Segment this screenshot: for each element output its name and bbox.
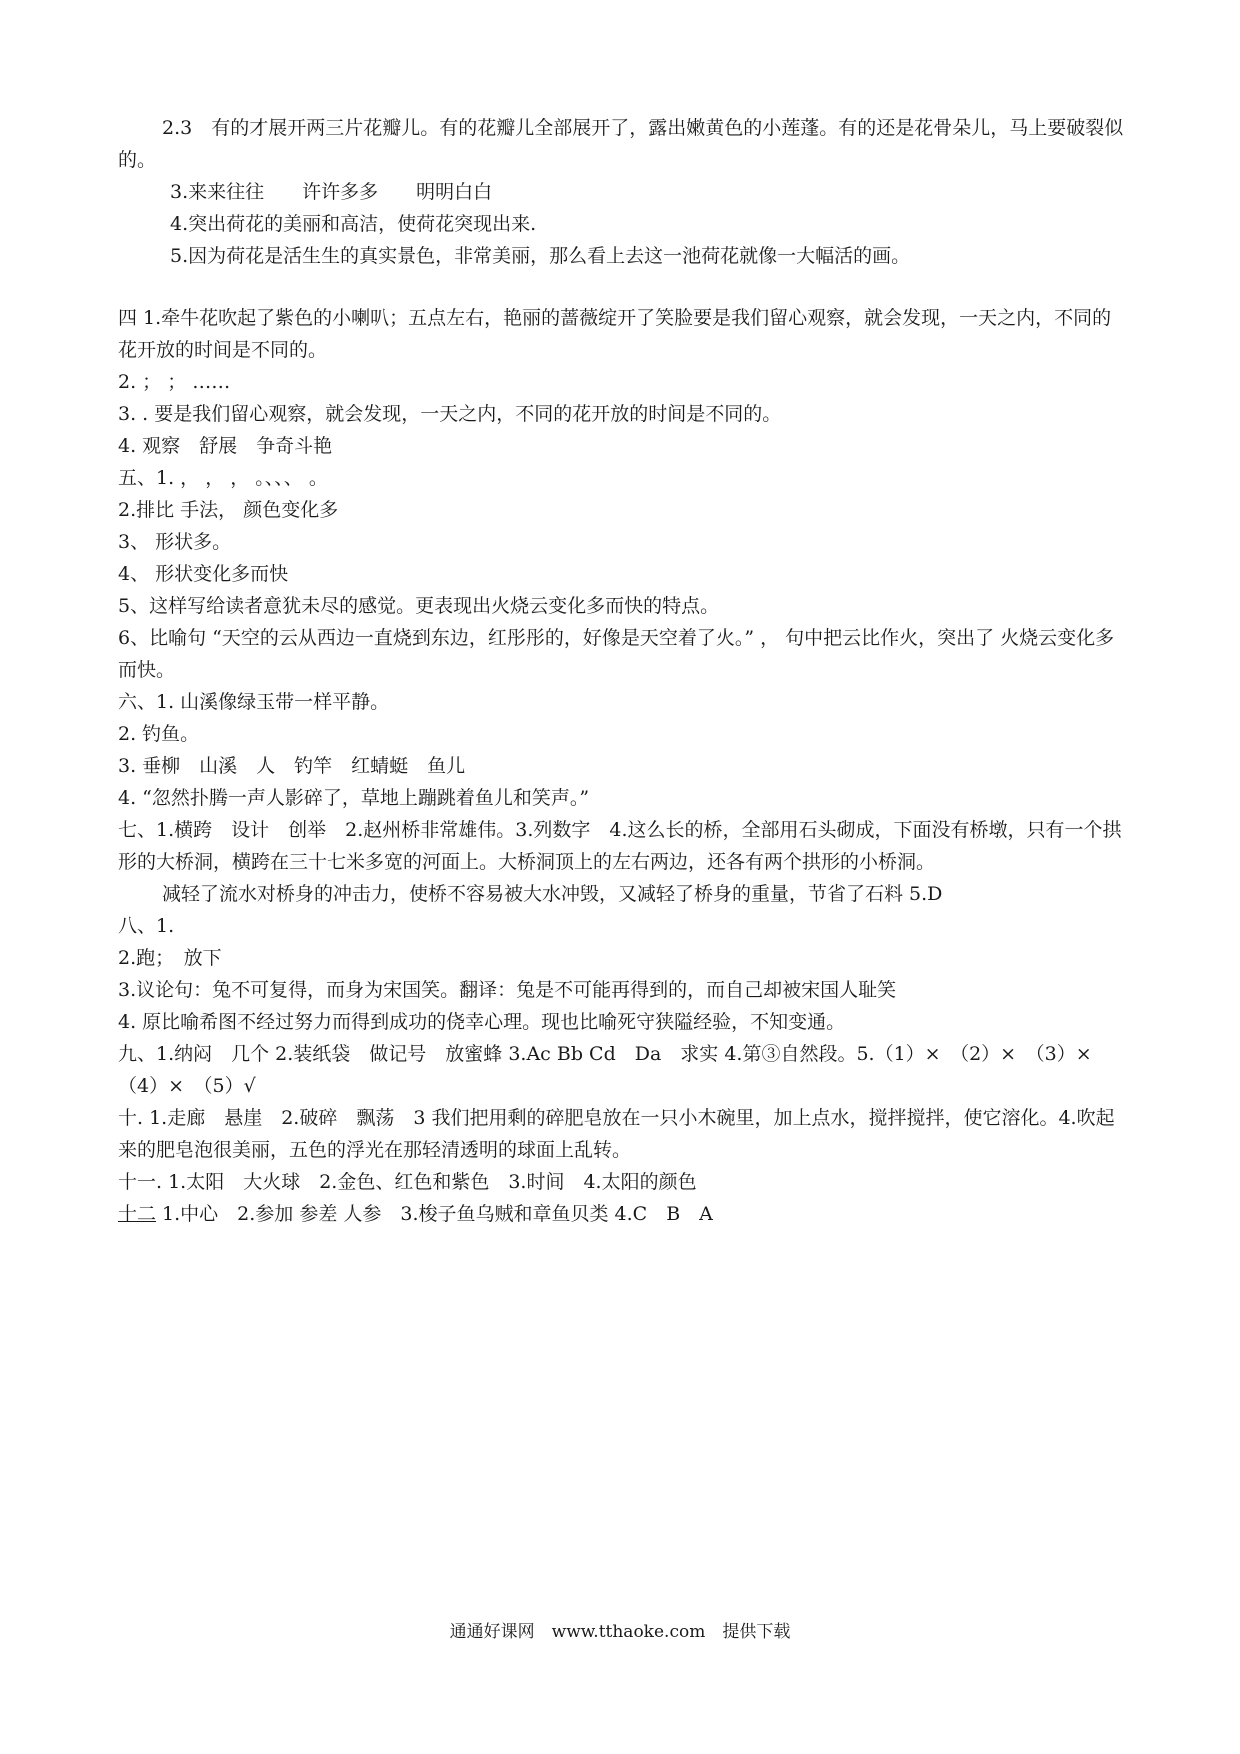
answer-3-5: 5.因为荷花是活生生的真实景色，非常美丽，那么看上去这一池荷花就像一大幅活的画。: [170, 245, 911, 267]
answer-3-4: 4.突出荷花的美丽和高洁，使荷花突现出来.: [170, 213, 537, 235]
answer-4-2: 2. ； ； ……: [118, 371, 231, 393]
answer-12-text: 1.中心 2.参加 参差 人参 3.梭子鱼乌贼和章鱼贝类 4.C B A: [156, 1203, 713, 1225]
answer-5-6: 6、比喻句 “天空的云从西边一直烧到东边，红彤彤的，好像是天空着了火。” ， 句中把云比作火，突出了 火烧云变化多而快。: [118, 627, 1115, 681]
answer-4-1: 四 1.牵牛花吹起了紫色的小喇叭；五点左右，艳丽的蔷薇绽开了笑脸要是我们留心观察，就会发现，一天之内，不同的花开放的时间是不同的。: [118, 307, 1112, 361]
answer-8-1: 八、1.: [118, 915, 175, 937]
answer-4-3: 3. . 要是我们留心观察，就会发现，一天之内，不同的花开放的时间是不同的。: [118, 403, 782, 425]
answer-6-1: 六、1. 山溪像绿玉带一样平静。: [118, 691, 390, 713]
answer-5-1: 五、1. ， ， ， 。、、、 。: [118, 467, 328, 489]
answer-6-2: 2. 钓鱼。: [118, 723, 200, 745]
answer-key-content: [118, 112, 1128, 1230]
answer-11-1: 十一. 1.太阳 大火球 2.金色、红色和紫色 3.时间 4.太阳的颜色: [118, 1171, 697, 1193]
answer-8-2: 2.跑； 放下: [118, 947, 222, 969]
answer-7-1: 七、1.横跨 设计 创举 2.赵州桥非常雄伟。3.列数字 4.这么长的桥，全部用石头砌成，下面没有桥墩，只有一个拱形的大桥洞，横跨在三十七米多宽的河面上。大桥洞顶上的左右两边，还各有两个拱形的小桥洞。: [118, 819, 1122, 873]
answer-5-3: 3、 形状多。: [118, 531, 232, 553]
section-12-label: 十二: [118, 1203, 157, 1225]
answer-5-4: 4、 形状变化多而快: [118, 563, 289, 585]
answer-8-3: 3.议论句：兔不可复得，而身为宋国笑。翻译：兔是不可能再得到的，而自己却被宋国人耻笑: [118, 979, 897, 1001]
answer-9-1: 九、1.纳闷 几个 2.装纸袋 做记号 放蜜蜂 3.Ac Bb Cd Da 求实 4.第③自然段。5.（1）× （2）× （3）× （4）× （5）√: [118, 1043, 1111, 1097]
answer-8-4: 4. 原比喻希图不经过努力而得到成功的侥幸心理。现也比喻死守狭隘经验，不知变通。: [118, 1011, 846, 1033]
answer-6-3: 3. 垂柳 山溪 人 钓竿 红蜻蜓 鱼儿: [118, 755, 466, 777]
answer-3-3: 3.来来往往 许许多多 明明白白: [170, 181, 493, 203]
answer-12: [118, 1198, 1128, 1230]
answer-4-4: 4. 观察 舒展 争奇斗艳: [118, 435, 333, 457]
answer-3-2: 2.3 有的才展开两三片花瓣儿。有的花瓣儿全部展开了，露出嫩黄色的小莲蓬。有的还是花骨朵儿，马上要破裂似的。: [118, 117, 1124, 171]
answer-10-1: 十. 1.走廊 悬崖 2.破碎 飘荡 3 我们把用剩的碎肥皂放在一只小木碗里，加上点水，搅拌搅拌，使它溶化。4.吹起来的肥皂泡很美丽，五色的浮光在那轻清透明的球面上乱转。: [118, 1107, 1115, 1161]
page-footer: 通通好课网 www.tthaoke.com 提供下载: [449, 1622, 791, 1642]
answer-5-2: 2.排比 手法， 颜色变化多: [118, 499, 339, 521]
answer-5-5: 5、这样写给读者意犹未尽的感觉。更表现出火烧云变化多而快的特点。: [118, 595, 720, 617]
answer-6-4: 4. “忽然扑腾一声人影碎了，草地上蹦跳着鱼儿和笑声。”: [118, 787, 590, 809]
section-spacer: [118, 272, 1128, 302]
answer-7-2: 减轻了流水对桥身的冲击力，使桥不容易被大水冲毁，又减轻了桥身的重量，节省了石料 5.D: [162, 883, 943, 905]
